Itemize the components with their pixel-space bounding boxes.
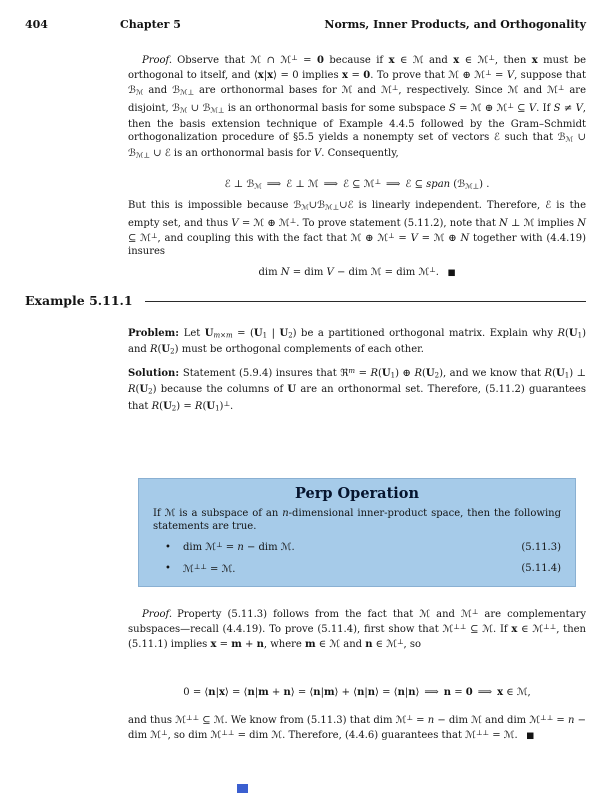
perp-statement-1 xyxy=(165,539,561,554)
solution-paragraph: Solution: Statement (5.9.4) insures that ℜ$^m$ = $R(U_1)$ ⊕ $R(U_2)$, and we know that $R(U_1)$ ⊥ $R(U_2)$ because the columns of U are an orthonormal set. Therefore, (5.11.2) guarantees that $R(U_2) = R(U_1)^\perp$. xyxy=(128,367,587,413)
display-equation-1: ℰ ⊥ ℬ$_ℳ$ ⟹ ℰ ⊥ ℳ ⟹ ℰ ⊆ ℳ⊥ ⟹ ℰ ⊆ span (ℬ$_{ℳ\perp}$) . xyxy=(224,178,490,191)
page-number: 404 xyxy=(25,18,48,31)
perp-box-intro: If ℳ is a subspace of an n-dimensional inner-product space, then the following statements are true. xyxy=(153,508,562,533)
equation-number-1: (5.11.3) xyxy=(521,542,561,554)
link-marker xyxy=(237,784,248,793)
display-equation-3: 0 = ⟨n|x⟩ = ⟨n|m + n⟩ = ⟨n|m⟩ + ⟨n|n⟩ = ⟨n|n⟩ ⟹ n = 0 ⟹ x ∈ ℳ, xyxy=(183,687,531,698)
equation-number-2: (5.11.4) xyxy=(521,563,561,575)
closing-paragraph: and thus ℳ⊥⊥ ⊆ ℳ. We know from (5.11.3) that dim ℳ⊥ = n − dim ℳ and dim ℳ⊥⊥ = n − dim ℳ⊥, so dim ℳ⊥⊥ = dim ℳ. Therefore, (4.4.6) guarantees that ℳ⊥⊥ = ℳ. ■ xyxy=(128,714,586,742)
bullet-icon: • xyxy=(165,542,171,554)
example-rule xyxy=(145,301,586,302)
proof2-paragraph: Proof. Property (5.11.3) follows from the fact that ℳ and ℳ⊥ are complementary subspaces—recall (4.4.19). To prove (5.11.4), first show that ℳ⊥⊥ ⊆ ℳ. If x ∈ ℳ⊥⊥, then (5.11.1) implies x = m + n, where m ∈ ℳ and n ∈ ℳ⊥, so xyxy=(128,608,587,651)
perp-box-title: Perp Operation xyxy=(294,485,419,502)
statement-math-1: dim ℳ⊥ = n − dim ℳ. xyxy=(183,541,295,554)
display-equation-2: dim N = dim V − dim ℳ = dim ℳ⊥. ■ xyxy=(258,266,456,278)
proof1-paragraph-2: But this is impossible because ℬ$_ℳ$∪ℬ$_{ℳ\perp}$∪ℰ is linearly independent. Therefore, ℰ is the empty set, and thus V = ℳ ⊕ ℳ⊥. To prove statement (5.11.2), note that N ⊥ ℳ implies N ⊆ ℳ⊥, and coupling this with the fact that ℳ ⊕ ℳ⊥ = V = ℳ ⊕ N together with (4.4.19) insures xyxy=(128,200,586,258)
statement-math-2: ℳ⊥⊥ = ℳ. xyxy=(183,562,236,575)
example-heading-row xyxy=(25,294,586,307)
book-title: Norms, Inner Products, and Orthogonality xyxy=(324,18,586,31)
problem-paragraph: Problem: Let $U_{m\times m} = (U_1$ | $U_2$) be a partitioned orthogonal matrix. Explain why $R(U_1)$ and $R(U_2)$ must be orthogonal complements of each other. xyxy=(128,328,587,356)
chapter-label: Chapter 5 xyxy=(120,18,181,31)
page-header xyxy=(25,18,586,32)
example-heading: Example 5.11.1 xyxy=(25,293,133,308)
proof1-paragraph-1: Proof. Observe that ℳ ∩ ℳ⊥ = 0 because if x ∈ ℳ and x ∈ ℳ⊥, then x must be orthogonal to itself, and ⟨x|x⟩ = 0 implies x = 0. To prove that ℳ ⊕ ℳ⊥ = V, suppose that ℬ$_ℳ$ and ℬ$_{ℳ\perp}$ are orthonormal bases for ℳ and ℳ⊥, respectively. Since ℳ and ℳ⊥ are disjoint, ℬ$_ℳ$ ∪ ℬ$_{ℳ\perp}$ is an orthonormal basis for some subspace S = ℳ ⊕ ℳ⊥ ⊆ V. If S ≠ V, then the basis extension technique of Example 4.4.5 followed by the Gram–Schmidt orthogonalization procedure of §5.5 yields a nonempty set of vectors ℰ such that ℬ$_ℳ$ ∪ ℬ$_{ℳ\perp}$ ∪ ℰ is an orthonormal basis for V. Consequently, xyxy=(128,54,587,160)
perp-statement-2 xyxy=(165,561,561,576)
perp-operation-box xyxy=(138,478,576,587)
bullet-icon: • xyxy=(165,563,171,575)
